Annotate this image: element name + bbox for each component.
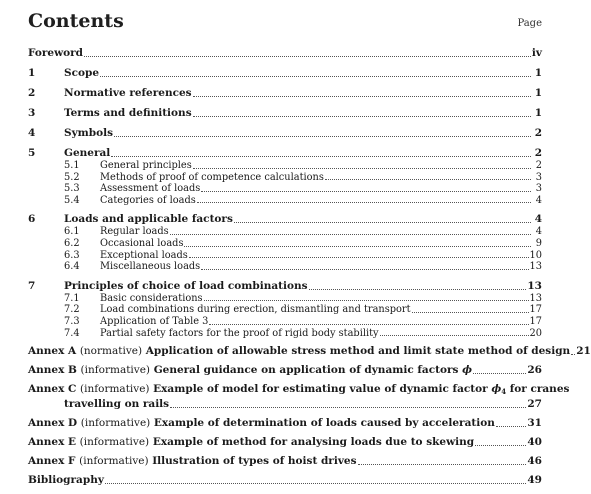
annex-type: (informative) [80,383,150,396]
annex-line-2 [28,398,542,411]
phi-subscript: 4 [501,387,507,397]
toc-entry-label: Categories of loads [100,194,196,206]
toc-entry-annex-d[interactable] [28,417,542,430]
toc-entry-label: Partial safety factors for the proof of rigid body stability [100,327,379,339]
toc-entry-number: 7.4 [64,327,80,339]
leader-dots [209,324,528,325]
toc-entry-label [28,364,472,377]
toc-entry-6[interactable] [28,213,542,226]
toc-entry-5-2[interactable] [28,172,542,184]
toc-entry-label: Terms and definitions [64,107,192,119]
toc-entry-page: 21 [576,345,591,358]
leader-dots [170,407,526,408]
toc-entry-page: 4 [534,213,542,226]
toc-entry-label: Miscellaneous loads [100,261,201,273]
toc-page [28,10,591,487]
toc-entry-page: 17 [529,304,542,316]
toc-entry-page: 4 [535,226,542,238]
toc-entry-annex-a[interactable] [28,345,591,358]
toc-entry-page: 2 [534,127,542,139]
annex-type: (normative) [79,345,143,358]
toc-entry-page: 46 [527,455,542,468]
toc-entry-annex-f[interactable] [28,455,542,468]
toc-entry-page: 13 [529,292,542,304]
leader-dots [358,464,527,465]
toc-entry-label [28,455,357,468]
toc-entry-annex-b[interactable] [28,364,542,377]
leader-dots [100,76,531,77]
leader-dots [114,136,531,137]
toc-entry-2[interactable] [28,87,542,100]
toc-entry-6-1[interactable] [28,226,542,238]
toc-entry-page: 17 [529,315,542,327]
toc-entry-page: 31 [527,417,542,430]
toc-entry-label [28,345,570,358]
page-column-label: Page [517,18,542,29]
annex-title: General guidance on application of dynamic factors [153,364,459,377]
toc-entry-5-4[interactable] [28,195,542,207]
leader-dots [193,168,531,169]
leader-dots [105,483,526,484]
toc-entry-label [28,436,474,449]
toc-entry-number: 5.2 [64,171,80,183]
toc-entry-label: Normative references [64,87,192,99]
annex-title-line2: travelling on rails [64,398,170,411]
leader-dots [475,445,526,446]
annex-type: (informative) [79,455,149,468]
annex-type: (informative) [79,436,150,449]
toc-entry-label: Scope [64,67,100,79]
toc-entry-7[interactable] [28,280,542,293]
annex-type: (informative) [80,417,151,430]
leader-dots [193,96,531,97]
leader-dots [473,373,526,374]
annex-title: Example of method for analysing loads due to skewing [152,436,475,449]
leader-dots [380,335,529,336]
toc-entry-number: 1 [28,67,36,79]
toc-entry-number: 3 [28,107,36,119]
toc-entry-page: 26 [527,364,542,377]
toc-entry-label: Foreword [28,47,84,59]
leader-dots [412,312,529,313]
annex-prefix: Annex C [28,383,77,396]
toc-entry-page: 2 [534,147,542,159]
toc-entry-page: iv [531,47,542,59]
toc-entry-page: 10 [529,249,542,261]
toc-entry-5-3[interactable] [28,183,542,195]
toc-entry-page: 3 [535,183,542,195]
toc-entry-page: 3 [535,171,542,183]
toc-entry-page: 27 [527,398,542,411]
toc-entry-page: 13 [529,261,542,273]
toc-entry-number: 5.1 [64,160,80,171]
toc-entry-7-4[interactable] [28,328,542,340]
leader-dots [234,222,531,223]
toc-entry-label: General [64,147,111,159]
toc-entry-label: Assessment of loads [100,183,201,195]
toc-entry-4[interactable] [28,127,542,140]
toc-entry-annex-c[interactable] [28,383,570,411]
toc-header [28,10,542,36]
annex-line-1 [28,383,570,398]
toc-entry-page: 40 [527,436,542,449]
page-title: Contents [28,10,124,32]
toc-entry-7-1[interactable] [28,293,542,305]
toc-entry-label: Principles of choice of load combinations [64,279,308,292]
toc-entry-label: Regular loads [100,226,169,238]
toc-entry-label: Occasional loads [100,237,184,249]
annex-prefix: Annex A [28,345,77,358]
toc-entry-number: 6.2 [64,237,80,249]
toc-entry-label [28,417,495,430]
leader-dots [170,234,531,235]
annex-prefix: Annex F [28,455,76,468]
leader-dots [184,246,531,247]
toc-entry-number: 7.1 [64,292,80,304]
table-of-contents [28,47,591,487]
annex-title-tail: for cranes [509,383,570,396]
toc-entry-page: 1 [534,107,542,119]
toc-entry-page: 9 [535,237,542,249]
toc-entry-1[interactable] [28,67,542,80]
toc-entry-page: 2 [535,160,542,171]
toc-entry-page: 1 [534,87,542,99]
toc-entry-page: 49 [527,474,542,487]
toc-entry-number: 6.1 [64,226,80,238]
toc-entry-label: Basic considerations [100,292,203,304]
phi-symbol: ϕ [462,364,472,377]
toc-entry-7-3[interactable] [28,316,542,328]
toc-entry-label: Exceptional loads [100,249,188,261]
toc-entry-page: 13 [527,279,542,292]
toc-entry-label: Symbols [64,127,114,139]
toc-entry-number: 7 [28,279,36,292]
toc-entry-6-4[interactable] [28,261,542,273]
annex-prefix: Annex E [28,436,77,449]
leader-dots [309,289,527,290]
leader-dots [197,202,531,203]
toc-entry-number: 6.3 [64,249,80,261]
toc-entry-number: 4 [28,127,36,139]
annex-title: Example of determination of loads caused by acceleration [153,417,495,430]
toc-entry-label: Application of Table 3 [100,315,209,327]
leader-dots [496,426,527,427]
leader-dots [201,269,528,270]
toc-entry-6-3[interactable] [28,250,542,262]
toc-entry-label: Loads and applicable factors [64,213,233,226]
toc-entry-page: 20 [529,327,542,339]
toc-entry-5[interactable] [28,147,542,160]
toc-entry-number: 7.3 [64,315,80,327]
leader-dots [204,300,529,301]
toc-entry-foreword[interactable] [28,47,542,60]
annex-title: Illustration of types of hoist drives [152,455,357,468]
annex-prefix: Annex B [28,364,77,377]
leader-dots [571,354,575,355]
phi-symbol: ϕ [491,383,502,396]
leader-dots [84,56,531,57]
toc-entry-label: Methods of proof of competence calculations [100,171,324,183]
annex-title: Example of model for estimating value of dynamic factor [153,383,488,396]
toc-entry-number: 6 [28,213,36,226]
leader-dots [111,156,531,157]
leader-dots [201,191,531,192]
toc-entry-6-2[interactable] [28,238,542,250]
leader-dots [193,116,531,117]
leader-dots [325,179,531,180]
annex-type: (informative) [80,364,151,377]
toc-entry-number: 5.4 [64,194,80,206]
annex-prefix: Annex D [28,417,78,430]
toc-entry-3[interactable] [28,107,542,120]
toc-entry-label: Bibliography [28,474,104,487]
toc-entry-label: Load combinations during erection, dismantling and transport [100,304,411,316]
toc-entry-number: 7.2 [64,304,80,316]
toc-entry-5-1[interactable] [28,160,542,172]
toc-entry-bibliography[interactable] [28,474,542,487]
toc-entry-label: General principles [100,160,192,171]
toc-entry-page: 4 [535,194,542,206]
toc-entry-number: 5.3 [64,183,80,195]
annex-title: Application of allowable stress method and limit state method of design [145,345,571,358]
toc-entry-page: 1 [534,67,542,79]
toc-entry-number: 6.4 [64,261,80,273]
toc-entry-number: 2 [28,87,36,99]
toc-entry-7-2[interactable] [28,304,542,316]
toc-entry-annex-e[interactable] [28,436,542,449]
toc-entry-number: 5 [28,147,36,159]
leader-dots [189,257,529,258]
